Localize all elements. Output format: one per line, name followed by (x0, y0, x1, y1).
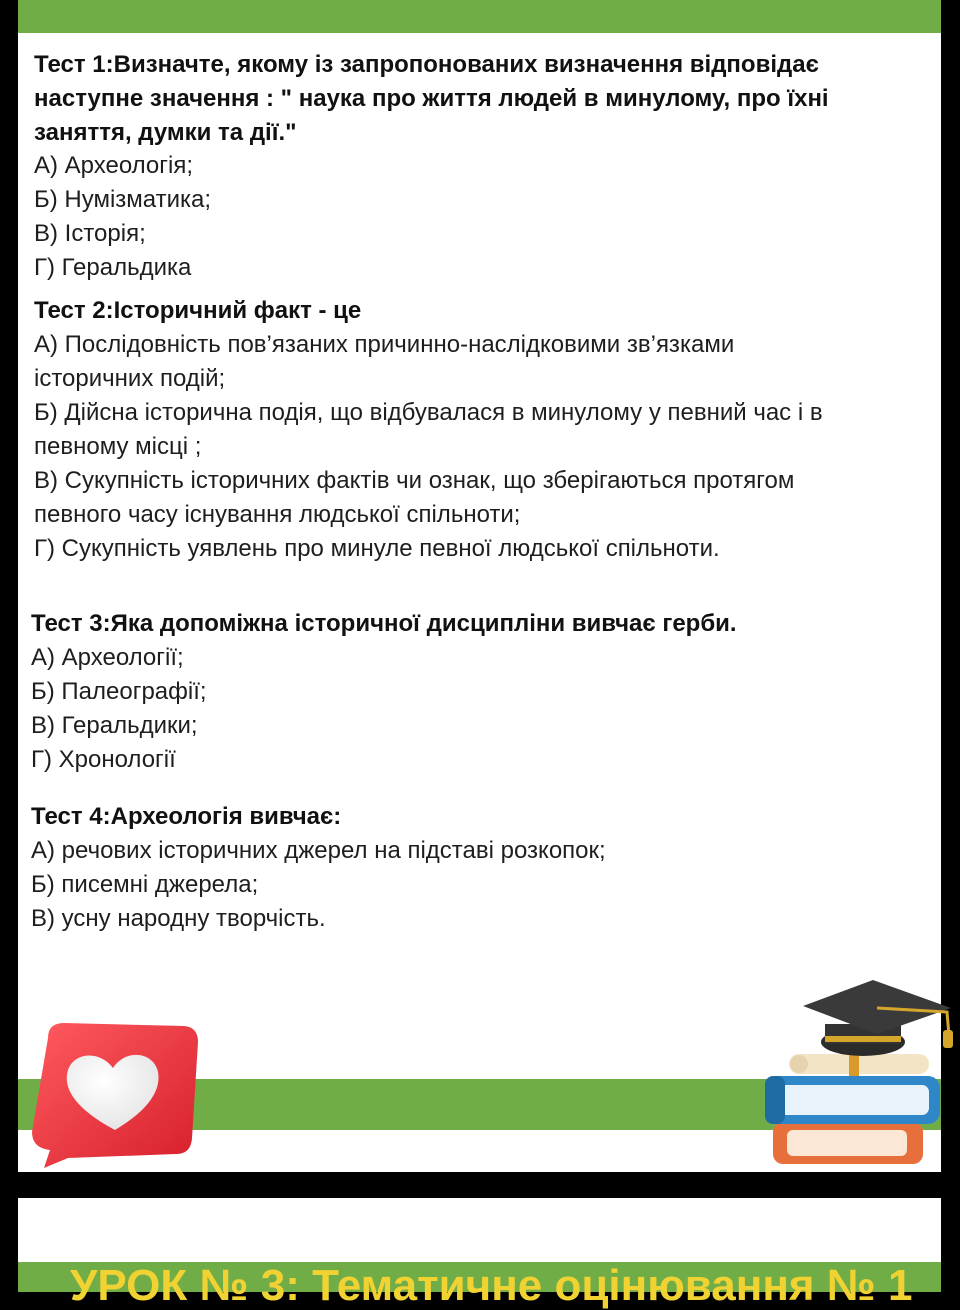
test-2-option-line-2: історичних подій; (34, 365, 226, 392)
test-1-option-d: Г) Геральдика (34, 254, 192, 281)
top-green-band (18, 0, 941, 33)
heart-icon (8, 1018, 198, 1168)
test-2-option-line-4: певному місці ; (34, 433, 202, 460)
test-1-option-c: В) Історія; (34, 220, 146, 247)
test-4-question: Тест 4:Археологія вивчає: (31, 803, 342, 830)
test-1-option-b: Б) Нумізматика; (34, 186, 212, 213)
test-2-question: Тест 2:Історичний факт - це (34, 297, 362, 324)
test-3-option-b: Б) Палеографії; (31, 678, 207, 705)
test-2-option-line-1: А) Послідовність пов’язаних причинно-наслідковими зв’язками (34, 331, 735, 358)
test-4-option-c: В) усну народну творчість. (31, 905, 326, 932)
worksheet-page (18, 0, 941, 1172)
test-4-option-a: А) речових історичних джерел на підставі розкопок; (31, 837, 606, 864)
test-2-option-line-6: певного часу існування людської спільноти; (34, 501, 521, 528)
test-3-question: Тест 3:Яка допоміжна історичної дисципліни вивчає герби. (31, 610, 737, 637)
test-3-option-d: Г) Хронології (31, 746, 176, 773)
test-4-option-b: Б) писемні джерела; (31, 871, 259, 898)
next-page-preview (18, 1198, 941, 1310)
test-1-option-a: А) Археологія; (34, 152, 194, 179)
test-1-question-line-1: Тест 1:Визначте, якому із запропонованих визначення відповідає (34, 51, 819, 78)
next-page-title: УРОК № 3: Тематичне оцінювання № 1 (70, 1261, 913, 1310)
test-1-question-line-2: наступне значення : " наука про життя людей в минулому, про їхні (34, 85, 829, 112)
test-2-option-line-5: В) Сукупність історичних фактів чи ознак, що зберігаються протягом (34, 467, 795, 494)
test-2-option-line-7: Г) Сукупність уявлень про минуле певної людської спільноти. (34, 535, 720, 562)
test-3-option-c: В) Геральдики; (31, 712, 198, 739)
test-1-question-line-3: заняття, думки та дії." (34, 119, 297, 146)
test-2-option-line-3: Б) Дійсна історична подія, що відбувалася в минулому у певний час і в (34, 399, 823, 426)
graduation-cap-books-icon (753, 972, 953, 1172)
test-3-option-a: А) Археології; (31, 644, 184, 671)
